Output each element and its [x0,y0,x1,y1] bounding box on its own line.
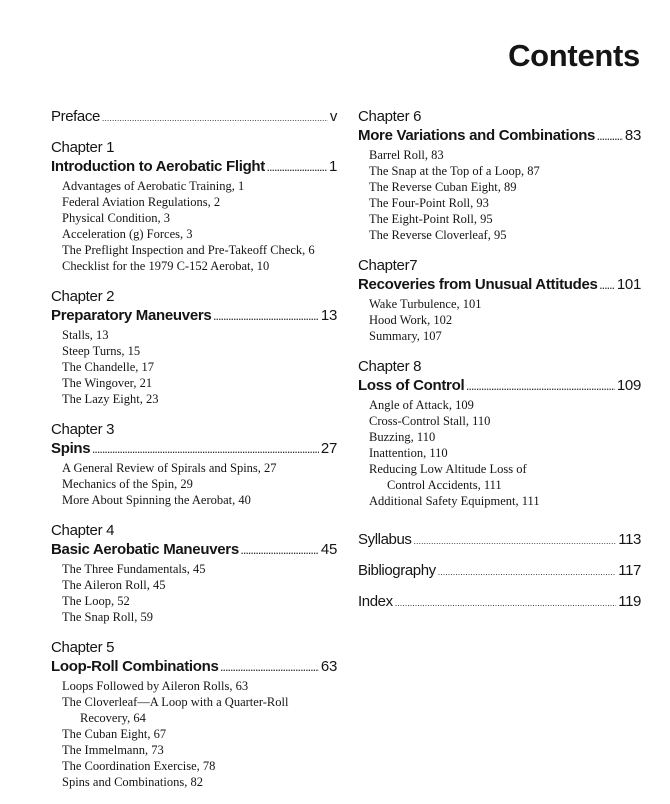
section-item: The Reverse Cloverleaf, 95 [369,228,507,242]
chapter-page: 45 [320,541,337,558]
dot-leader [267,158,327,178]
section-item: Steep Turns, 15 [62,344,141,358]
chapter-title[interactable] [51,306,337,327]
chapter-page: 13 [320,307,337,324]
chapter-title[interactable] [51,439,337,460]
section-item: The Chandelle, 17 [62,360,154,374]
entry-label: Index [358,593,393,610]
chapter-title[interactable] [51,540,337,561]
chapter-title-text: Introduction to Aerobatic Flight [51,158,265,175]
section-item: Inattention, 110 [369,446,448,460]
chapter-label: Chapter7 [358,257,418,274]
section-list [51,460,337,508]
dot-leader [241,541,319,561]
entry-label: Syllabus [358,531,412,548]
chapter-title-text: Loss of Control [358,377,465,394]
toc-right-column [358,108,641,618]
dot-leader [597,127,623,147]
section-item: The Lazy Eight, 23 [62,392,159,406]
entry-label: Bibliography [358,562,436,579]
chapter-title-text: Recoveries from Unusual Attitudes [358,276,598,293]
chapter-page: 109 [616,377,641,394]
dot-leader [600,276,615,296]
section-item: Angle of Attack, 109 [369,398,474,412]
dot-leader [213,307,318,327]
section-item: The Preflight Inspection and Pre-Takeoff Check, 6 [62,243,315,257]
dot-leader [466,377,615,397]
section-item: The Wingover, 21 [62,376,153,390]
toc-entry-bibliography[interactable] [358,556,641,587]
section-item: The Reverse Cuban Eight, 89 [369,180,517,194]
chapter-page: 63 [320,658,337,675]
dot-leader [221,658,319,678]
section-item: Advantages of Aerobatic Training, 1 [62,179,245,193]
section-item: Wake Turbulence, 101 [369,297,482,311]
section-item: The Eight-Point Roll, 95 [369,212,493,226]
entry-page: 117 [618,562,641,579]
dot-leader [438,557,617,587]
section-item: Buzzing, 110 [369,430,436,444]
section-item: Mechanics of the Spin, 29 [62,477,193,491]
chapter-label: Chapter 1 [51,139,115,156]
section-item: The Snap Roll, 59 [62,610,153,624]
toc-entry-index[interactable] [358,587,641,618]
toc-left-column [51,108,337,790]
section-list [51,178,337,274]
entry-label: Preface [51,108,100,125]
section-item: Physical Condition, 3 [62,211,170,225]
section-item: The Cuban Eight, 67 [62,727,167,741]
section-item: Additional Safety Equipment, 111 [369,494,540,508]
section-list [358,397,641,509]
section-item: More About Spinning the Aerobat, 40 [62,493,251,507]
section-item: Federal Aviation Regulations, 2 [62,195,221,209]
section-item: Spins and Combinations, 82 [62,775,203,789]
chapter-title-text: Preparatory Maneuvers [51,307,212,324]
section-item: The Four-Point Roll, 93 [369,196,489,210]
section-item: Hood Work, 102 [369,313,453,327]
section-item-continuation: Control Accidents, 111 [387,478,502,492]
section-item: Loops Followed by Aileron Rolls, 63 [62,679,249,693]
section-item: Stalls, 13 [62,328,109,342]
entry-page: v [329,108,337,125]
section-list [51,678,337,790]
chapter-label: Chapter 2 [51,288,115,305]
section-item: Reducing Low Altitude Loss of [369,462,527,476]
page-title: Contents [508,38,640,73]
chapter-label: Chapter 4 [51,522,115,539]
section-item: Barrel Roll, 83 [369,148,444,162]
dot-leader [92,440,319,460]
chapter-title[interactable] [358,275,641,296]
chapter-title[interactable] [358,126,641,147]
chapter-page: 101 [616,276,641,293]
dot-leader [395,588,617,618]
chapter-title-text: Basic Aerobatic Maneuvers [51,541,239,558]
section-item: The Loop, 52 [62,594,130,608]
section-item: The Coordination Exercise, 78 [62,759,216,773]
section-item: Acceleration (g) Forces, 3 [62,227,193,241]
chapter-title-text: Loop-Roll Combinations [51,658,219,675]
chapter-page: 1 [328,158,337,175]
section-list [358,147,641,243]
chapter-page: 83 [624,127,641,144]
section-item: Summary, 107 [369,329,442,343]
toc-entry-preface[interactable] [51,108,337,125]
section-item-continuation: Recovery, 64 [80,711,146,725]
section-item: Checklist for the 1979 C-152 Aerobat, 10 [62,259,270,273]
dot-leader [414,526,617,556]
section-list [358,296,641,344]
section-item: The Three Fundamentals, 45 [62,562,206,576]
toc-entry-syllabus[interactable] [358,525,641,556]
entry-page: 113 [618,531,641,548]
chapter-title[interactable] [358,376,641,397]
section-list [51,561,337,625]
dot-leader [102,113,328,123]
entry-page: 119 [618,593,641,610]
section-item: The Cloverleaf—A Loop with a Quarter-Roll [62,695,289,709]
section-item: The Aileron Roll, 45 [62,578,166,592]
chapter-title[interactable] [51,657,337,678]
chapter-label: Chapter 5 [51,639,115,656]
section-item: The Immelmann, 73 [62,743,164,757]
chapter-label: Chapter 3 [51,421,115,438]
chapter-label: Chapter 8 [358,358,422,375]
chapter-title-text: Spins [51,440,91,457]
section-list [51,327,337,407]
section-item: Cross-Control Stall, 110 [369,414,491,428]
chapter-label: Chapter 6 [358,108,422,125]
chapter-title-text: More Variations and Combinations [358,127,596,144]
chapter-page: 27 [320,440,337,457]
chapter-title[interactable] [51,157,337,178]
section-item: A General Review of Spirals and Spins, 27 [62,461,277,475]
section-item: The Snap at the Top of a Loop, 87 [369,164,540,178]
